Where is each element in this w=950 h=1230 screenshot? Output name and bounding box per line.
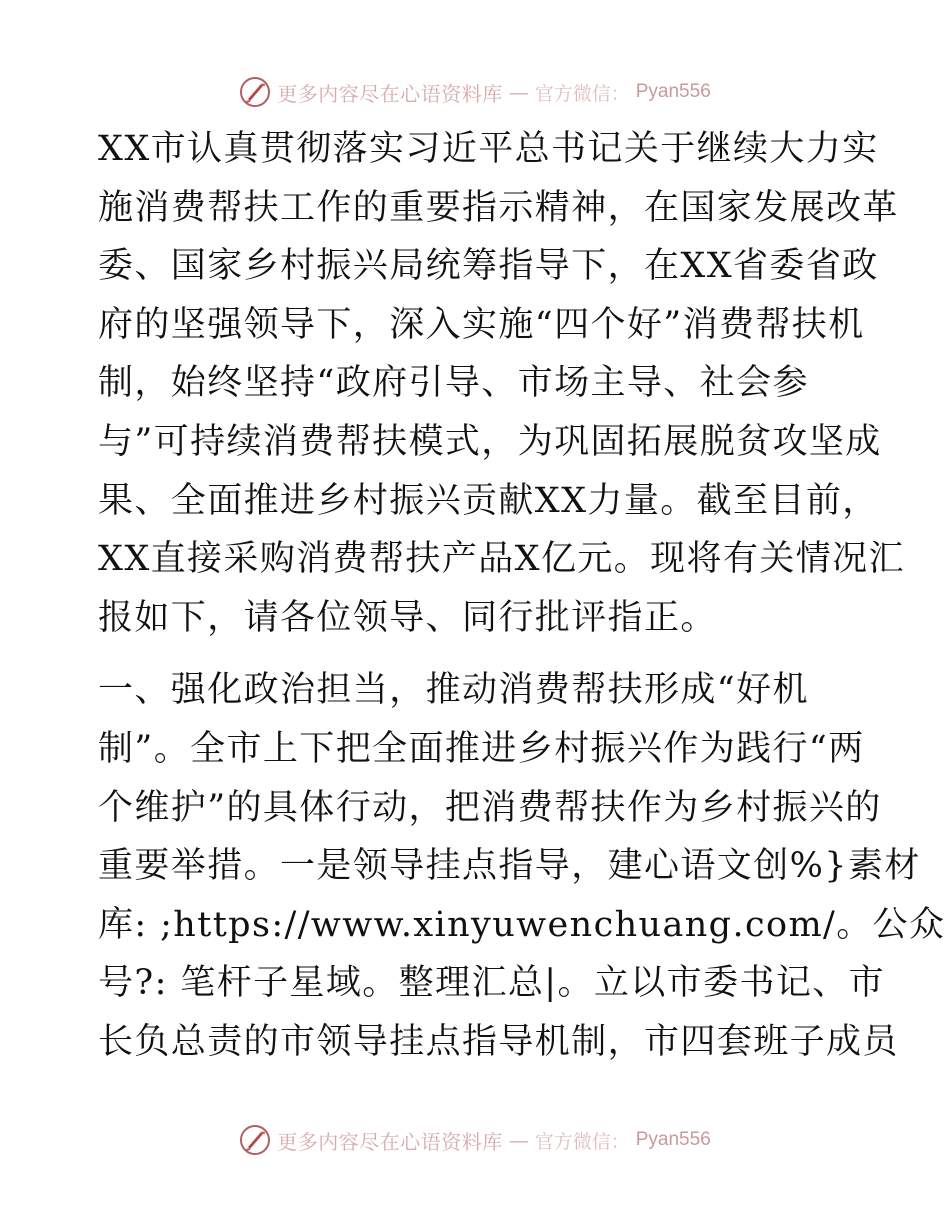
text-line: XX直接采购消费帮扶产品X亿元。现将有关情况汇 bbox=[98, 539, 905, 580]
text-line: 报如下，请各位领导、同行批评指正。 bbox=[98, 597, 717, 638]
watermark-dash: — bbox=[508, 80, 529, 104]
watermark-wechat-id: Pyan556 bbox=[635, 1129, 711, 1150]
text-line: 制，始终坚持“政府引导、市场主导、社会参 bbox=[98, 363, 809, 404]
text-line: 施消费帮扶工作的重要指示精神，在国家发展改革 bbox=[98, 187, 899, 228]
watermark-header bbox=[0, 76, 950, 108]
text-line: 制”。全市上下把全面推进乡村振兴作为践行“两 bbox=[98, 728, 865, 769]
text-line: 府的坚强领导下，深入实施“四个好”消费帮扶机 bbox=[98, 304, 865, 345]
text-line: 果、全面推进乡村振兴贡献XX力量。截至目前， bbox=[98, 480, 879, 521]
watermark-text: 更多内容尽在心语资料库 bbox=[277, 81, 503, 106]
text-line: 长负总责的市领导挂点指导机制，市四套班子成员 bbox=[98, 1021, 899, 1062]
text-line: 重要举措。一是领导挂点指导，建心语文创%}素材 bbox=[98, 846, 921, 887]
quill-logo-icon bbox=[239, 1124, 271, 1156]
quill-logo-icon bbox=[239, 76, 271, 108]
paragraph-intro bbox=[98, 120, 905, 647]
text-line: 与”可持续消费帮扶模式，为巩固拓展脱贫攻坚成 bbox=[98, 421, 882, 462]
text-line: 号?: 笔杆子星域。整理汇总|。立以市委书记、市 bbox=[98, 963, 886, 1004]
text-line: 个维护”的具体行动，把消费帮扶作为乡村振兴的 bbox=[98, 787, 882, 828]
text-line: XX市认真贯彻落实习近平总书记关于继续大力实 bbox=[98, 129, 879, 169]
document-body bbox=[98, 120, 946, 1072]
text-line: 库: ;https://www.xinyuwenchuang.com/。公众 bbox=[98, 904, 946, 945]
watermark-footer bbox=[0, 1124, 950, 1156]
watermark-dash: — bbox=[508, 1128, 529, 1152]
section-heading-line: 一、强化政治担当，推动消费帮扶形成“好机 bbox=[98, 670, 809, 711]
text-line: 委、国家乡村振兴局统筹指导下，在XX省委省政 bbox=[98, 246, 879, 287]
watermark-text: 更多内容尽在心语资料库 bbox=[277, 1129, 503, 1154]
watermark-wechat-id: Pyan556 bbox=[635, 81, 711, 102]
watermark-wechat-label: 官方微信： bbox=[534, 82, 630, 105]
watermark-wechat-label: 官方微信： bbox=[534, 1130, 630, 1153]
paragraph-section-one bbox=[98, 661, 946, 1071]
